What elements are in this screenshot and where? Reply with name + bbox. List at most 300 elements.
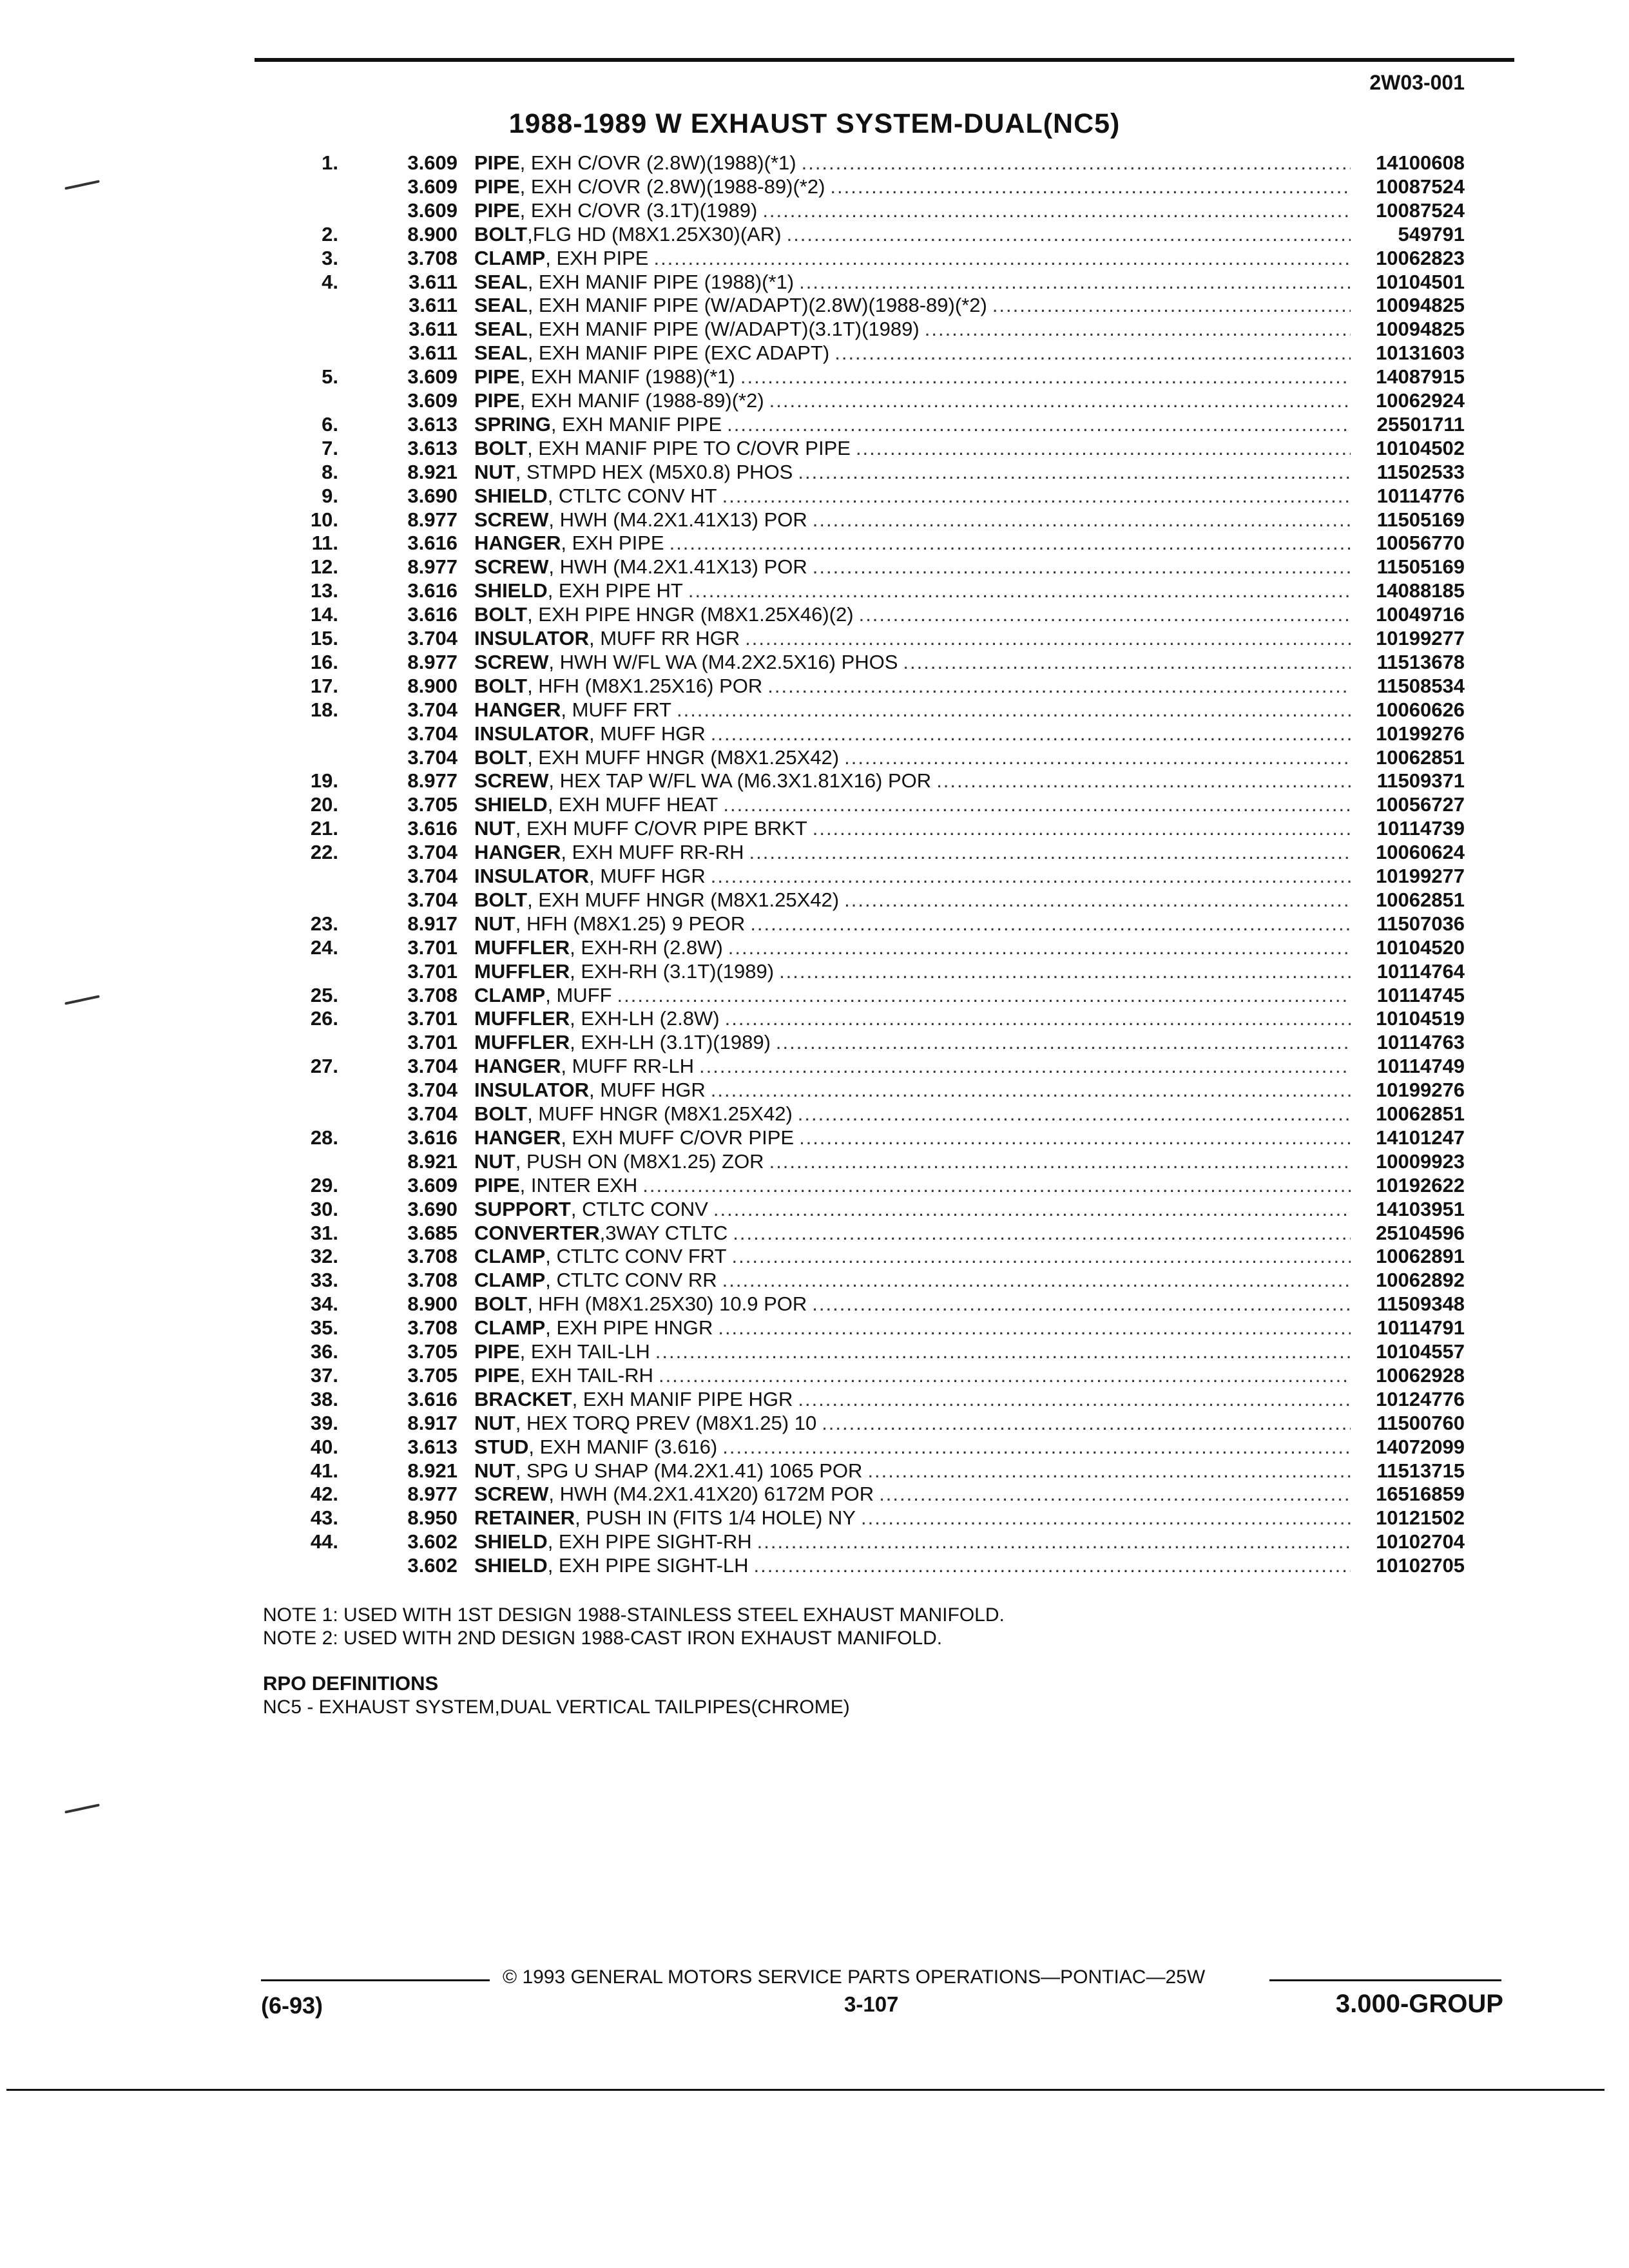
part-detail: , EXH MANIF PIPE (EXC ADAPT): [527, 341, 830, 365]
part-row: [0, 1459, 1629, 1483]
leader-dots: [807, 555, 1351, 579]
leader-dots: [752, 1530, 1351, 1553]
part-description: [474, 1102, 1351, 1126]
leader-dots: [794, 271, 1351, 294]
item-number: 5.: [322, 365, 338, 389]
part-name: INSULATOR: [474, 865, 589, 887]
part-row: [0, 532, 1629, 555]
group-number: 8.900: [407, 222, 458, 245]
group-number: 3.616: [407, 817, 458, 840]
leader-dots: [745, 912, 1351, 936]
part-name: BOLT: [474, 436, 528, 459]
part-description: [474, 1150, 1351, 1173]
part-name: SUPPORT: [474, 1197, 571, 1220]
part-name: INSULATOR: [474, 627, 589, 649]
group-number: 8.977: [407, 508, 458, 531]
group-number: 8.917: [407, 1411, 458, 1434]
leader-dots: [771, 1031, 1351, 1054]
part-row: [0, 508, 1629, 532]
part-detail: , EXH PIPE: [545, 246, 649, 269]
leader-dots: [920, 318, 1351, 341]
part-row: [0, 746, 1629, 769]
part-number: 10062851: [1376, 745, 1465, 769]
part-name: SCREW: [474, 555, 549, 579]
part-description: [474, 1506, 1351, 1530]
part-detail: , EXH MANIF PIPE (1988)(*1): [527, 270, 795, 293]
part-description: [474, 1412, 1351, 1435]
part-name: SHIELD: [474, 1554, 548, 1577]
part-name: STUD: [474, 1435, 529, 1458]
part-description: [474, 722, 1351, 745]
item-number: 23.: [310, 912, 338, 935]
group-number: 3.613: [407, 436, 458, 459]
footer-date: (6-93): [261, 1992, 323, 2019]
part-description: [474, 508, 1351, 532]
part-detail: , EXH MUFF RR-RH: [561, 841, 744, 864]
part-number: 10056727: [1376, 793, 1465, 816]
leader-dots: [723, 936, 1351, 959]
group-number: 8.921: [407, 1149, 458, 1173]
part-description: [474, 1483, 1351, 1506]
part-number: 10199277: [1376, 627, 1465, 649]
item-number: 12.: [310, 555, 338, 579]
part-detail: , MUFF FRT: [561, 698, 671, 721]
part-description: [474, 889, 1351, 912]
item-number: 18.: [310, 698, 338, 721]
part-name: BOLT: [474, 745, 528, 769]
part-detail: , HFH (M8X1.25X30) 10.9 POR: [527, 1293, 807, 1316]
item-number: 28.: [310, 1126, 338, 1149]
leader-dots: [653, 1364, 1351, 1387]
part-description: [474, 151, 1351, 175]
leader-dots: [829, 341, 1351, 365]
group-number: 3.701: [407, 959, 458, 983]
part-row: [0, 579, 1629, 602]
leader-dots: [650, 1340, 1351, 1363]
item-number: 11.: [311, 532, 338, 555]
part-detail: , CTLTC CONV RR: [545, 1269, 717, 1292]
part-row: [0, 769, 1629, 793]
part-detail: , MUFF RR HGR: [588, 627, 740, 649]
note-2: NOTE 2: USED WITH 2ND DESIGN 1988-CAST IRON EXHAUST MANIFOLD.: [263, 1628, 943, 1649]
part-name: MUFFLER: [474, 1031, 570, 1054]
leader-dots: [807, 1293, 1351, 1316]
copyright: © 1993 GENERAL MOTORS SERVICE PARTS OPERATIONS—PONTIAC—25W: [503, 1966, 1206, 1988]
part-detail: , EXH PIPE SIGHT-RH: [547, 1530, 752, 1553]
part-name: INSULATOR: [474, 722, 589, 745]
part-number: 549791: [1398, 222, 1465, 245]
part-description: [474, 294, 1351, 317]
part-detail: , EXH MANIF (1988-89)(*2): [519, 389, 764, 412]
leader-dots: [862, 1459, 1351, 1483]
part-detail: , HFH (M8X1.25) 9 PEOR: [515, 912, 746, 935]
part-description: [474, 1007, 1351, 1030]
part-number: 10199276: [1376, 722, 1465, 745]
item-number: 31.: [310, 1221, 338, 1244]
part-description: [474, 1436, 1351, 1459]
part-row: [0, 1174, 1629, 1197]
part-description: [474, 1340, 1351, 1363]
part-detail: , EXH C/OVR (2.8W)(1988-89)(*2): [519, 175, 825, 198]
part-description: [474, 199, 1351, 222]
part-description: [474, 651, 1351, 674]
part-row: [0, 793, 1629, 816]
part-row: [0, 1506, 1629, 1530]
leader-dots: [706, 1079, 1351, 1102]
leader-dots: [713, 1316, 1351, 1340]
group-number: 3.704: [407, 627, 458, 649]
group-number: 3.704: [407, 888, 458, 911]
rpo-definition: NC5 - EXHAUST SYSTEM,DUAL VERTICAL TAILPIPES(CHROME): [263, 1696, 850, 1718]
part-description: [474, 960, 1351, 983]
part-description: [474, 627, 1351, 650]
item-number: 10.: [310, 508, 338, 531]
part-row: [0, 247, 1629, 270]
part-number: 10114776: [1376, 484, 1465, 507]
part-name: HANGER: [474, 1055, 561, 1078]
part-description: [474, 1459, 1351, 1483]
part-detail: , EXH PIPE HNGR: [545, 1316, 713, 1340]
part-row: [0, 912, 1629, 936]
part-description: [474, 485, 1351, 508]
part-row: [0, 1269, 1629, 1292]
part-description: [474, 318, 1351, 341]
part-row: [0, 1222, 1629, 1245]
part-row: [0, 1031, 1629, 1054]
part-number: 10114764: [1376, 959, 1465, 983]
item-number: 4.: [322, 270, 338, 293]
part-description: [474, 247, 1351, 270]
leader-dots: [683, 579, 1351, 602]
group-number: 3.705: [407, 1363, 458, 1387]
part-name: SEAL: [474, 270, 528, 293]
part-name: BOLT: [474, 222, 528, 245]
leader-dots: [839, 889, 1351, 912]
part-detail: , EXH MUFF HNGR (M8X1.25X42): [527, 745, 840, 769]
part-description: [474, 389, 1351, 412]
group-number: 3.609: [407, 151, 458, 174]
leader-dots: [793, 461, 1351, 484]
leader-dots: [637, 1174, 1351, 1197]
group-number: 3.602: [407, 1530, 458, 1553]
part-number: 10087524: [1376, 198, 1465, 222]
part-name: BOLT: [474, 888, 528, 911]
part-number: 10056770: [1376, 532, 1465, 555]
part-number: 10199277: [1376, 865, 1465, 887]
group-number: 3.704: [407, 841, 458, 864]
item-number: 35.: [310, 1316, 338, 1340]
part-name: SCREW: [474, 769, 549, 793]
item-number: 42.: [310, 1483, 338, 1506]
part-description: [474, 769, 1351, 793]
part-row: [0, 841, 1629, 864]
part-number: 10094825: [1376, 318, 1465, 341]
part-description: [474, 365, 1351, 389]
group-number: 8.900: [407, 674, 458, 697]
leader-dots: [720, 1007, 1351, 1030]
part-number: 11513715: [1376, 1459, 1465, 1482]
part-row: [0, 889, 1629, 912]
part-detail: , EXH MANIF PIPE TO C/OVR PIPE: [527, 436, 851, 459]
part-description: [474, 746, 1351, 769]
part-description: [474, 1530, 1351, 1553]
part-name: SCREW: [474, 650, 549, 673]
punch-mark: [64, 1803, 100, 1813]
leader-dots: [987, 294, 1351, 317]
part-name: SCREW: [474, 508, 549, 531]
footer-group: 3.000-GROUP: [1335, 1990, 1503, 2018]
part-row: [0, 1483, 1629, 1506]
part-name: PIPE: [474, 1363, 520, 1387]
group-number: 3.708: [407, 1316, 458, 1340]
part-name: HANGER: [474, 698, 561, 721]
part-row: [0, 1340, 1629, 1363]
part-name: NUT: [474, 460, 516, 483]
part-detail: , EXH MANIF (1988)(*1): [519, 365, 735, 389]
part-description: [474, 936, 1351, 959]
part-number: 10009923: [1376, 1149, 1465, 1173]
part-name: BOLT: [474, 674, 528, 697]
item-number: 21.: [310, 817, 338, 840]
leader-dots: [717, 485, 1351, 508]
part-number: 10060626: [1376, 698, 1465, 721]
part-detail: , SPG U SHAP (M4.2X1.41) 1065 POR: [515, 1459, 863, 1482]
part-description: [474, 1245, 1351, 1268]
part-name: MUFFLER: [474, 936, 570, 959]
part-row: [0, 1055, 1629, 1078]
part-name: CLAMP: [474, 1316, 546, 1340]
part-detail: , MUFF HNGR (M8X1.25X42): [527, 1102, 793, 1125]
part-detail: , EXH PIPE HT: [547, 579, 683, 602]
item-number: 38.: [310, 1387, 338, 1410]
part-row: [0, 865, 1629, 888]
group-number: 8.900: [407, 1293, 458, 1316]
part-name: SPRING: [474, 412, 551, 436]
part-number: 11500760: [1376, 1411, 1465, 1434]
part-name: SEAL: [474, 294, 528, 317]
group-number: 3.701: [407, 1031, 458, 1054]
note-1: NOTE 1: USED WITH 1ST DESIGN 1988-STAINLESS STEEL EXHAUST MANIFOLD.: [263, 1604, 1005, 1626]
part-number: 11507036: [1376, 912, 1465, 935]
leader-dots: [708, 1198, 1351, 1221]
part-name: PIPE: [474, 1173, 520, 1196]
part-detail: , MUFF HGR: [588, 722, 706, 745]
part-number: 14100608: [1376, 151, 1465, 174]
group-number: 8.950: [407, 1506, 458, 1530]
part-number: 11509371: [1376, 769, 1465, 793]
part-detail: , INTER EXH: [519, 1173, 638, 1196]
leader-dots: [825, 175, 1351, 198]
group-number: 8.917: [407, 912, 458, 935]
item-number: 40.: [310, 1435, 338, 1458]
part-number: 10104502: [1376, 436, 1465, 459]
part-description: [474, 223, 1351, 246]
part-detail: , HEX TAP W/FL WA (M6.3X1.81X16) POR: [548, 769, 932, 793]
part-number: 14103951: [1376, 1197, 1465, 1220]
part-name: CLAMP: [474, 1245, 546, 1268]
group-number: 3.611: [409, 318, 458, 341]
group-number: 3.708: [407, 1245, 458, 1268]
part-detail: , HEX TORQ PREV (M8X1.25) 10: [515, 1411, 817, 1434]
part-detail: , EXH TAIL-LH: [519, 1340, 650, 1363]
leader-dots: [718, 793, 1351, 816]
leader-dots: [706, 865, 1351, 888]
part-number: 10062823: [1376, 246, 1465, 269]
part-description: [474, 1293, 1351, 1316]
part-description: [474, 532, 1351, 555]
leader-dots: [807, 817, 1351, 840]
part-row: [0, 175, 1629, 198]
part-detail: , EXH MANIF PIPE (W/ADAPT)(2.8W)(1988-89)(*2): [527, 294, 987, 317]
part-name: HANGER: [474, 841, 561, 864]
part-number: 10087524: [1376, 175, 1465, 198]
part-number: 11508534: [1376, 674, 1465, 697]
part-detail: , CTLTC CONV: [570, 1197, 708, 1220]
part-name: SEAL: [474, 341, 528, 365]
part-name: MUFFLER: [474, 1007, 570, 1030]
item-number: 37.: [310, 1363, 338, 1387]
group-number: 3.704: [407, 1102, 458, 1125]
group-number: 3.616: [407, 532, 458, 555]
group-number: 3.685: [407, 1221, 458, 1244]
part-detail: , EXH-LH (2.8W): [570, 1007, 720, 1030]
part-description: [474, 1388, 1351, 1411]
part-description: [474, 413, 1351, 436]
item-number: 9.: [322, 484, 338, 507]
part-name: NUT: [474, 817, 516, 840]
part-row: [0, 1150, 1629, 1173]
part-detail: , EXH MUFF HNGR (M8X1.25X42): [527, 888, 840, 911]
part-name: HANGER: [474, 532, 561, 555]
part-name: SHIELD: [474, 1530, 548, 1553]
leader-dots: [717, 1269, 1351, 1292]
part-name: PIPE: [474, 175, 520, 198]
group-number: 3.611: [409, 270, 458, 293]
part-number: 11502533: [1376, 460, 1465, 483]
part-name: INSULATOR: [474, 1079, 589, 1102]
part-name: RETAINER: [474, 1506, 575, 1530]
part-row: [0, 1364, 1629, 1387]
item-number: 3.: [322, 246, 338, 269]
part-description: [474, 1554, 1351, 1577]
group-number: 3.704: [407, 722, 458, 745]
group-number: 8.977: [407, 1483, 458, 1506]
bottom-rule: [6, 2089, 1605, 2091]
part-number: 10104519: [1376, 1007, 1465, 1030]
group-number: 3.616: [407, 579, 458, 602]
part-detail: , EXH-LH (3.1T)(1989): [570, 1031, 771, 1054]
leader-dots: [671, 698, 1351, 722]
item-number: 7.: [322, 436, 338, 459]
part-row: [0, 722, 1629, 745]
part-detail: , HWH (M4.2X1.41X13) POR: [548, 555, 807, 579]
item-number: 1.: [322, 151, 338, 174]
part-row: [0, 389, 1629, 412]
part-number: 10062851: [1376, 1102, 1465, 1125]
item-number: 20.: [310, 793, 338, 816]
part-row: [0, 271, 1629, 294]
part-description: [474, 1126, 1351, 1149]
part-detail: , EXH MUFF C/OVR PIPE BRKT: [515, 817, 807, 840]
rpo-heading: RPO DEFINITIONS: [263, 1672, 439, 1695]
leader-dots: [722, 413, 1351, 436]
leader-dots: [856, 1506, 1351, 1530]
group-number: 8.921: [407, 1459, 458, 1482]
part-number: 10124776: [1376, 1387, 1465, 1410]
part-detail: , CTLTC CONV HT: [547, 484, 717, 507]
part-number: 14101247: [1376, 1126, 1465, 1149]
part-row: [0, 698, 1629, 722]
item-number: 19.: [310, 769, 338, 793]
leader-dots: [762, 675, 1351, 698]
item-number: 8.: [322, 460, 338, 483]
item-number: 26.: [310, 1007, 338, 1030]
top-rule: [255, 58, 1514, 62]
part-row: [0, 984, 1629, 1007]
leader-dots: [793, 1102, 1351, 1126]
part-number: 10104520: [1376, 936, 1465, 959]
page-code: 2W03-001: [1369, 71, 1465, 94]
part-name: MUFFLER: [474, 959, 570, 983]
leader-dots: [931, 769, 1351, 793]
part-row: [0, 1079, 1629, 1102]
part-name: BOLT: [474, 603, 528, 626]
part-row: [0, 461, 1629, 484]
leader-dots: [740, 627, 1351, 650]
part-row: [0, 199, 1629, 222]
part-name: CLAMP: [474, 983, 546, 1006]
part-detail: , HWH (M4.2X1.41X20) 6172M POR: [548, 1483, 874, 1506]
part-number: 10114791: [1376, 1316, 1465, 1340]
leader-dots: [648, 247, 1351, 270]
group-number: 3.708: [407, 983, 458, 1006]
item-number: 36.: [310, 1340, 338, 1363]
item-number: 44.: [310, 1530, 338, 1553]
part-number: 25104596: [1376, 1221, 1465, 1244]
item-number: 17.: [310, 674, 338, 697]
part-number: 10114739: [1376, 817, 1465, 840]
leader-dots: [717, 1436, 1351, 1459]
part-detail: ,3WAY CTLTC: [599, 1221, 728, 1244]
item-number: 39.: [310, 1411, 338, 1434]
group-number: 3.704: [407, 1079, 458, 1102]
group-number: 3.602: [407, 1554, 458, 1577]
part-description: [474, 1269, 1351, 1292]
group-number: 3.701: [407, 936, 458, 959]
part-detail: , EXH MANIF PIPE (W/ADAPT)(3.1T)(1989): [527, 318, 920, 341]
group-number: 3.613: [407, 412, 458, 436]
part-row: [0, 1388, 1629, 1411]
item-number: 6.: [322, 412, 338, 436]
leader-dots: [796, 151, 1351, 175]
group-number: 3.609: [407, 175, 458, 198]
part-detail: , EXH-RH (2.8W): [570, 936, 723, 959]
part-detail: , EXH-RH (3.1T)(1989): [570, 959, 775, 983]
part-number: 10062892: [1376, 1269, 1465, 1292]
leader-dots: [706, 722, 1351, 745]
leader-dots: [854, 603, 1351, 626]
part-row: [0, 651, 1629, 674]
part-row: [0, 365, 1629, 389]
part-detail: , EXH PIPE: [561, 532, 664, 555]
part-name: PIPE: [474, 1340, 520, 1363]
leader-dots: [774, 960, 1351, 983]
item-number: 13.: [310, 579, 338, 602]
part-description: [474, 555, 1351, 579]
part-row: [0, 627, 1629, 650]
part-description: [474, 1222, 1351, 1245]
part-description: [474, 437, 1351, 460]
